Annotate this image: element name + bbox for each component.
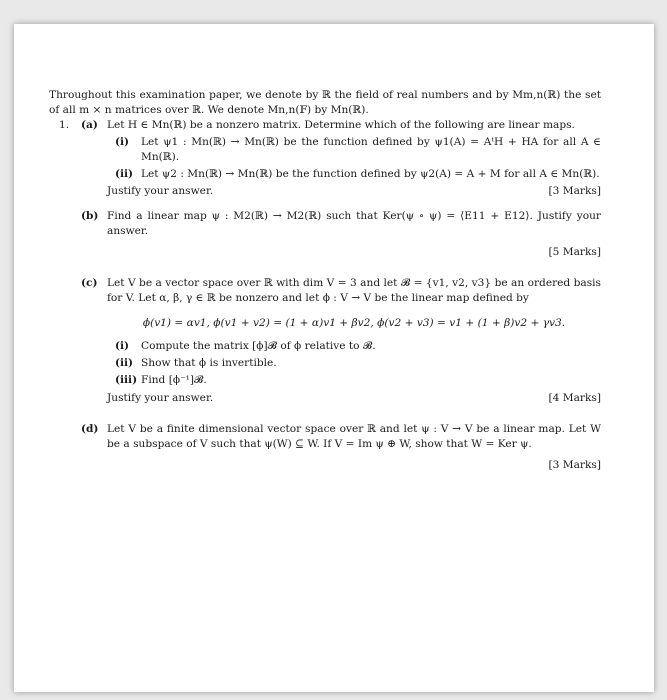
item-text: Find [ϕ⁻¹]𝓑. bbox=[141, 374, 207, 387]
part-a-marks: [3 Marks] bbox=[548, 185, 601, 198]
part-d bbox=[81, 422, 601, 473]
question-1 bbox=[49, 118, 601, 473]
justify-text: Justify your answer. bbox=[107, 391, 214, 404]
part-b-label: (b) bbox=[81, 210, 99, 223]
part-b-marks: [5 Marks] bbox=[548, 246, 601, 259]
part-a bbox=[81, 118, 601, 199]
part-c-item-ii bbox=[115, 356, 601, 371]
part-a-item-i bbox=[115, 135, 601, 165]
part-c-item-i bbox=[115, 339, 601, 354]
item-label: (ii) bbox=[115, 357, 134, 370]
part-a-text: Let H ∈ Mn(ℝ) be a nonzero matrix. Determine which of the following are linear maps. bbox=[107, 119, 575, 132]
part-d-marks: [3 Marks] bbox=[548, 458, 601, 471]
part-c-formula: ϕ(v1) = αv1, ϕ(v1 + v2) = (1 + α)v1 + βv2, ϕ(v2 + v3) = v1 + (1 + β)v2 + γv3. bbox=[142, 317, 566, 330]
part-c-text: Let V be a vector space over ℝ with dim V = 3 and let 𝓑 = {v1, v2, v3} be an ordered basis for V. Let α, β, γ ∈ ℝ be nonzero and let ϕ : V → V be the linear map defined by bbox=[107, 277, 601, 305]
part-c bbox=[81, 276, 601, 405]
item-text: Let ψ2 : Mn(ℝ) → Mn(ℝ) be the function defined by ψ2(A) = A + M for all A ∈ Mn(ℝ). bbox=[141, 168, 600, 181]
justify-text: Justify your answer. bbox=[107, 185, 214, 198]
part-c-justify-row bbox=[107, 391, 601, 406]
part-c-items bbox=[115, 339, 601, 388]
part-d-text: Let V be a finite dimensional vector space over ℝ and let ψ : V → V be a linear map. Let W be a subspace of V such that ψ(W) ⊆ W. If V = Im ψ ⊕ W, show that W = Ker ψ. bbox=[107, 422, 601, 450]
part-a-justify-row bbox=[107, 184, 601, 199]
item-label: (i) bbox=[115, 340, 130, 353]
exam-content bbox=[49, 88, 601, 483]
part-c-item-iii bbox=[115, 373, 601, 388]
part-b-text: Find a linear map ψ : M2(ℝ) → M2(ℝ) such that Ker(ψ ∘ ψ) = ⟨E11 + E12⟩. Justify your answer. bbox=[107, 210, 601, 238]
part-b bbox=[81, 209, 601, 260]
question-number: 1. bbox=[59, 119, 70, 132]
part-c-marks: [4 Marks] bbox=[548, 391, 601, 404]
part-a-items bbox=[115, 135, 601, 182]
part-a-label: (a) bbox=[81, 119, 98, 132]
item-text: Compute the matrix [ϕ]𝓑 of ϕ relative to 𝓑. bbox=[141, 340, 376, 353]
part-c-label: (c) bbox=[81, 277, 98, 290]
item-text: Show that ϕ is invertible. bbox=[141, 357, 277, 370]
item-text: Let ψ1 : Mn(ℝ) → Mn(ℝ) be the function defined by ψ1(A) = AᵗH + HA for all A ∈ Mn(ℝ). bbox=[141, 136, 601, 164]
part-a-item-ii bbox=[115, 167, 601, 182]
part-d-label: (d) bbox=[81, 422, 99, 435]
exam-page bbox=[14, 24, 654, 692]
item-label: (ii) bbox=[115, 168, 134, 181]
intro-paragraph: Throughout this examination paper, we denote by ℝ the field of real numbers and by Mm,n(ℝ) the set of all m × n matrices over ℝ. We denote Mn,n(𝔽) by Mn(ℝ). bbox=[49, 89, 601, 117]
item-label: (i) bbox=[115, 136, 130, 149]
item-label: (iii) bbox=[115, 374, 138, 387]
